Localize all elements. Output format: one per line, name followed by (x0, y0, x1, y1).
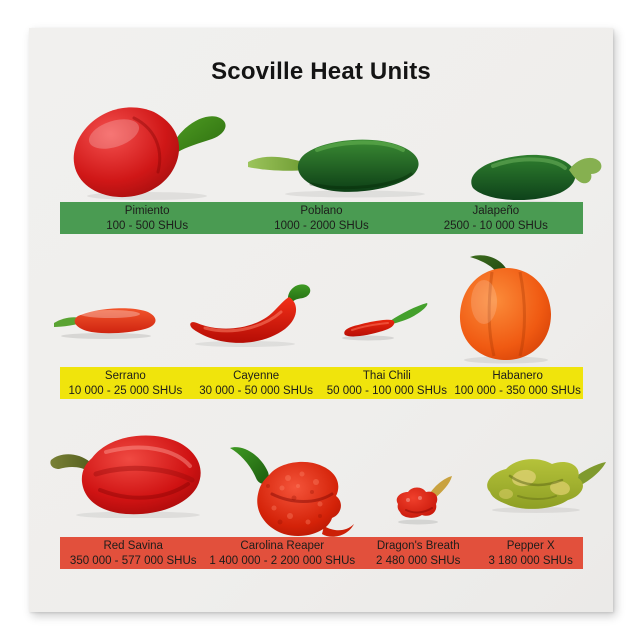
pepper-shu-range: 1000 - 2000 SHUs (274, 220, 369, 232)
carolina-reaper-pepper-icon (228, 438, 365, 550)
label-thai-chili (322, 368, 453, 398)
mild-heat-band (60, 202, 583, 234)
label-serrano (60, 368, 191, 398)
pimiento-pepper-icon (62, 100, 237, 200)
pepper-name: Dragon's Breath (376, 540, 460, 552)
label-poblano (234, 203, 408, 233)
pepper-name: Red Savina (103, 540, 163, 552)
pepper-shu-range: 100 000 - 350 000 SHUs (454, 385, 581, 397)
label-habanero (452, 368, 583, 398)
thai-chili-pepper-icon (340, 300, 430, 342)
hot-heat-band (60, 537, 583, 569)
label-jalapeno (409, 203, 583, 233)
pepper-shu-range: 10 000 - 25 000 SHUs (68, 385, 183, 397)
label-pimiento (60, 203, 234, 233)
medium-heat-band (60, 367, 583, 399)
label-dragons-breath (358, 538, 478, 568)
jalapeno-pepper-icon (465, 138, 610, 210)
pepper-name: Poblano (300, 205, 343, 217)
pepper-name: Cayenne (233, 370, 280, 382)
pepper-name: Pimiento (124, 205, 170, 217)
pepper-shu-range: 2500 - 10 000 SHUs (443, 220, 548, 232)
scoville-poster (29, 28, 613, 612)
pepper-name: Serrano (104, 370, 146, 382)
pepper-name: Pepper X (506, 540, 555, 552)
pepper-shu-range: 100 - 500 SHUs (106, 220, 189, 232)
pepper-shu-range: 50 000 - 100 000 SHUs (326, 385, 447, 397)
label-carolina-reaper (206, 538, 358, 568)
pepper-shu-range: 3 180 000 SHUs (488, 555, 573, 567)
cayenne-pepper-icon (185, 282, 315, 350)
pepper-shu-range: 30 000 - 50 000 SHUs (199, 385, 314, 397)
habanero-pepper-icon (448, 252, 563, 364)
pepper-shu-range: 2 480 000 SHUs (376, 555, 461, 567)
label-cayenne (191, 368, 322, 398)
pepper-name: Jalapeño (472, 205, 520, 217)
pepper-name: Thai Chili (362, 370, 411, 382)
pepper-shu-range: 1 400 000 - 2 200 000 SHUs (209, 555, 356, 567)
pepper-name: Carolina Reaper (240, 540, 325, 552)
serrano-pepper-icon (52, 304, 160, 340)
poblano-pepper-icon (245, 130, 425, 200)
red-savina-pepper-icon (48, 426, 206, 518)
pepper-shu-range: 350 000 - 577 000 SHUs (69, 555, 197, 567)
poster-title: Scoville Heat Units (211, 58, 431, 85)
pepper-name: Habanero (492, 370, 543, 382)
label-pepper-x (478, 538, 583, 568)
pepper-x-pepper-icon (480, 452, 608, 514)
dragons-breath-pepper-icon (390, 466, 460, 528)
label-red-savina (60, 538, 206, 568)
